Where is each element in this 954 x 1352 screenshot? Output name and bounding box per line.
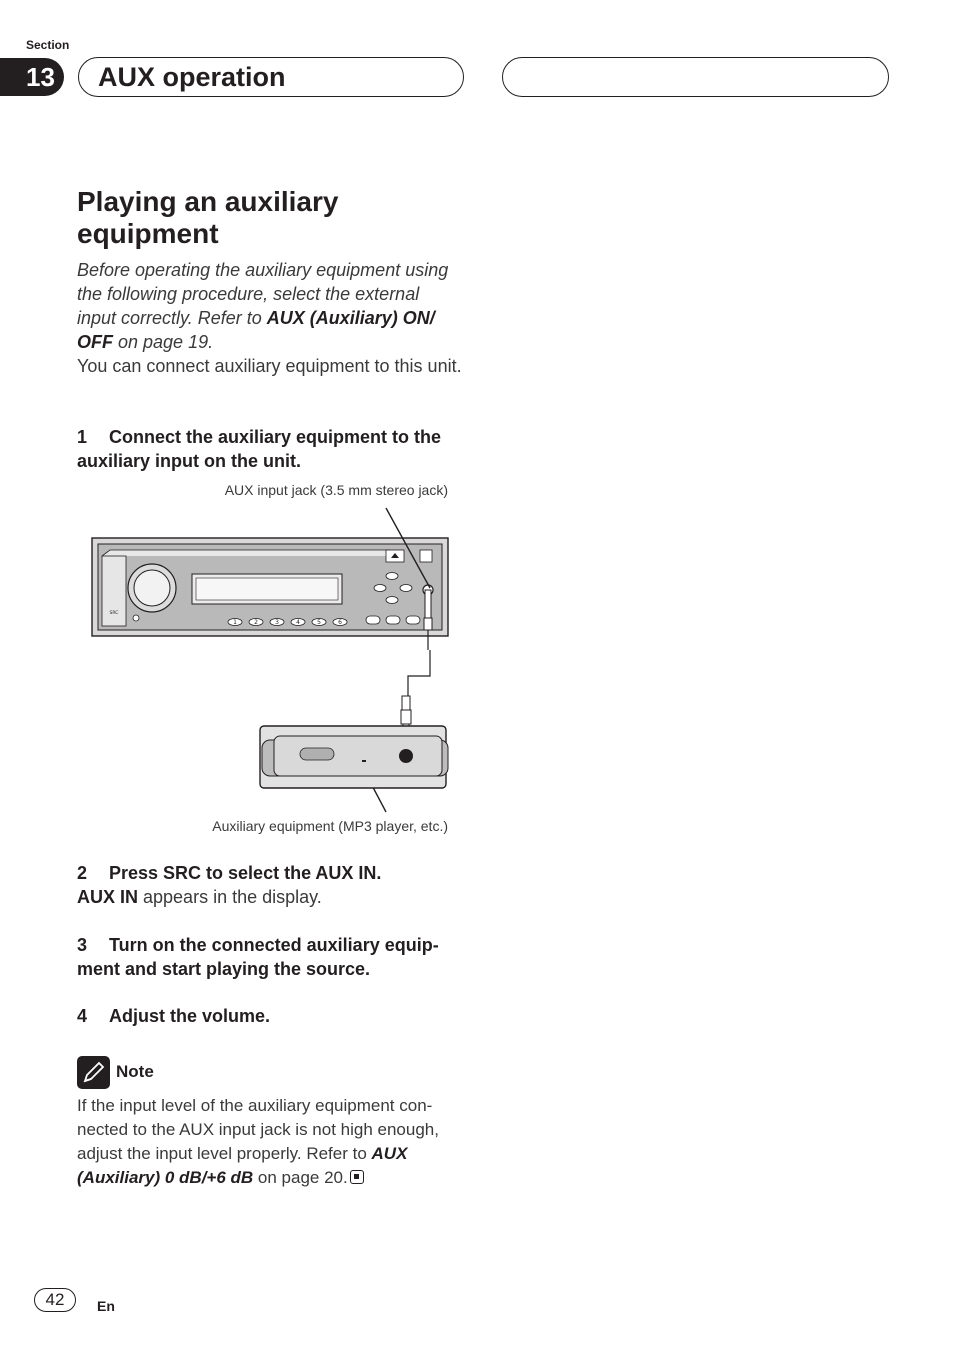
section-number-badge: 13 — [0, 58, 64, 96]
note-text-1: If the input level of the auxiliary equipment con- nected to the AUX input jack is not high enough, adjust the input level properly. Refer to — [77, 1096, 439, 1163]
note-reference: AUX (Auxiliary) 0 dB/+6 dB — [77, 1144, 408, 1187]
intro-paragraph — [77, 258, 462, 354]
auxiliary-player — [260, 726, 448, 788]
preset-button-2: 2 — [254, 619, 258, 626]
figure-caption-top: AUX input jack (3.5 mm stereo jack) — [224, 482, 448, 498]
step-4-number: 4 — [77, 1006, 88, 1026]
page-number: 42 — [34, 1288, 76, 1312]
note-text — [77, 1094, 462, 1190]
note-pencil-icon — [77, 1056, 110, 1089]
preset-button-1: 1 — [233, 619, 237, 626]
intro-italic-1: Before operating the auxiliary equipment using the following procedure, select the external input correctly. Refer to — [77, 260, 449, 328]
preset-button-4: 4 — [296, 619, 300, 626]
step-1-number: 1 — [77, 427, 88, 447]
step-2-number: 2 — [77, 863, 88, 883]
step-1 — [77, 425, 462, 473]
step-2-detail-text: appears in the display. — [138, 887, 322, 907]
end-of-section-icon — [350, 1170, 364, 1184]
section-title: AUX operation — [98, 62, 286, 92]
step-2-detail-display: AUX IN — [77, 887, 139, 907]
step-2 — [77, 861, 462, 885]
language-label: En — [97, 1298, 115, 1314]
note-text-2: on page 20. — [253, 1168, 348, 1187]
intro-reference: AUX (Auxiliary) ON/ OFF — [77, 308, 435, 352]
figure-caption-bottom: Auxiliary equipment (MP3 player, etc.) — [212, 818, 448, 834]
preset-button-3: 3 — [275, 619, 279, 626]
header-right-box — [502, 57, 889, 97]
step-1-text: Connect the auxiliary equipment to the auxiliary input on the unit. — [77, 427, 442, 471]
head-unit — [92, 538, 448, 636]
page-title: Playing an auxiliary equipment — [77, 186, 339, 249]
section-label: Section — [26, 38, 70, 52]
step-3-text: Turn on the connected auxiliary equip- ment and start playing the source. — [77, 935, 439, 979]
step-4-text: Adjust the volume. — [109, 1006, 271, 1026]
intro-text: You can connect auxiliary equipment to this unit. — [77, 356, 462, 376]
note-label: Note — [116, 1062, 154, 1081]
step-2-text: Press SRC to select the AUX IN. — [109, 863, 382, 883]
aux-connection-illustration — [90, 500, 460, 820]
intro-italic-2: on page 19. — [113, 332, 214, 352]
src-label: SRC — [109, 611, 119, 616]
preset-button-5: 5 — [317, 619, 321, 626]
step-3-number: 3 — [77, 935, 88, 955]
step-3 — [77, 933, 462, 981]
step-2-detail — [77, 885, 462, 909]
preset-button-6: 6 — [338, 619, 342, 626]
step-4 — [77, 1004, 462, 1028]
